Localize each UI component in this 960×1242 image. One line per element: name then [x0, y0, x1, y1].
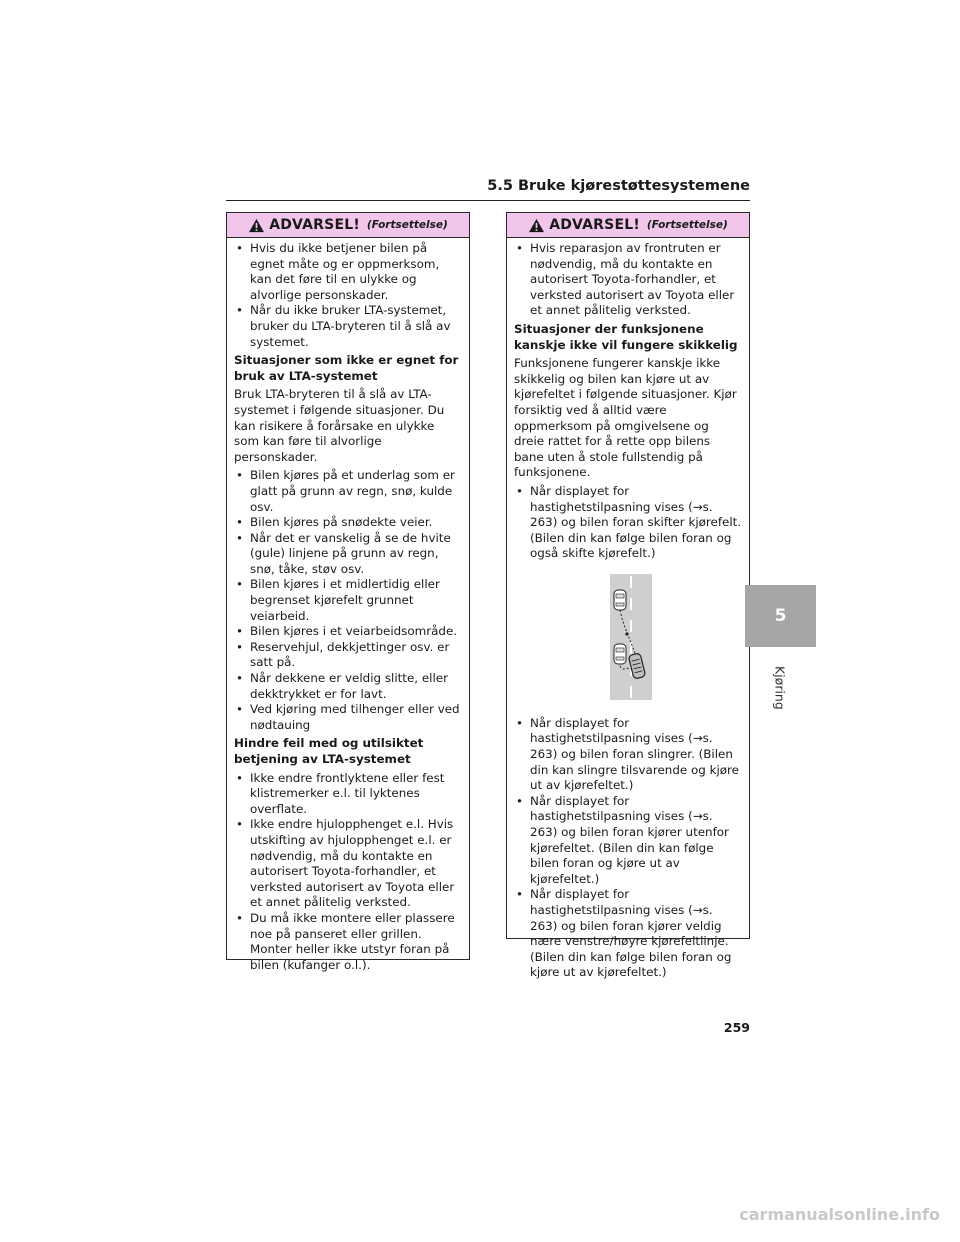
bullet-list [514, 716, 742, 981]
list-item: • Ved kjøring med tilhenger eller ved nødtauing [234, 702, 462, 733]
list-item: • Bilen kjøres på snødekte veier. [234, 515, 462, 531]
warning-continued: (Fortsettelse) [366, 219, 448, 231]
bullet-list [514, 484, 742, 562]
paragraph: Bruk LTA-bryteren til å slå av LTA-systemet i følgende situasjoner. Du kan risikere å forårsake en ulykke som kan føre til alvorlige personskader. [234, 387, 445, 464]
warning-triangle-icon [528, 218, 545, 233]
bullet-list [234, 771, 462, 974]
bullet-list [234, 241, 462, 350]
section-header: 5.5 Bruke kjørestøttesystemene [487, 178, 750, 194]
warning-content-right [507, 238, 749, 981]
list-item: • Reservehjul, dekkjettinger osv. er satt på. [234, 640, 462, 671]
page-number: 259 [723, 1020, 750, 1035]
warning-title: ADVARSEL! [269, 217, 360, 233]
section-heading: Hindre feil med og utilsiktet betjening av LTA-systemet [234, 736, 424, 766]
list-item: • Bilen kjøres i et veiarbeidsområde. [234, 624, 462, 640]
warning-triangle-icon [248, 218, 265, 233]
list-item: • Ikke endre hjulopphenget e.l. Hvis utskifting av hjulopphenget e.l. er nødvendig, må du kontakte en autorisert Toyota-forhandler, et verksted autorisert av Toyota eller et annet pålitelig verksted. [234, 817, 462, 911]
warning-continued: (Fortsettelse) [646, 219, 728, 231]
list-item: • Når displayet for hastighetstilpasning vises (→s. 263) og bilen foran kjører utenfor kjørefeltet. (Bilen din kan følge bilen foran og kjøre ut av kjørefeltet.) [514, 794, 742, 888]
list-item: • Ikke endre frontlyktene eller fest klistremerker e.l. til lyktenes overflate. [234, 771, 462, 818]
chapter-tab: 5 [745, 585, 816, 647]
list-item: • Når displayet for hastighetstilpasning vises (→s. 263) og bilen foran skifter kjørefelt. (Bilen din kan følge bilen foran og også skifte kjørefelt.) [514, 484, 742, 562]
header-rule [226, 200, 750, 201]
list-item: • Når dekkene er veldig slitte, eller dekktrykket er for lavt. [234, 671, 462, 702]
list-item: • Når displayet for hastighetstilpasning vises (→s. 263) og bilen foran kjører veldig nære venstre/høyre kjørefeltlinje. (Bilen din kan følge bilen foran og kjøre ut av kjørefeltet.) [514, 887, 742, 981]
warning-box-right [506, 212, 750, 980]
list-item: • Bilen kjøres på et underlag som er glatt på grunn av regn, snø, kulde osv. [234, 468, 462, 515]
lead-car-icon [614, 590, 626, 610]
list-item: • Hvis du ikke betjener bilen på egnet måte og er oppmerksom, kan det føre til en ulykke og alvorlige personskader. [234, 241, 462, 303]
warning-title: ADVARSEL! [549, 217, 640, 233]
list-item: • Du må ikke montere eller plassere noe på panseret eller grillen. Monter heller ikke utstyr foran på bilen (kufanger o.l.). [234, 911, 462, 973]
warning-box-left [226, 212, 470, 972]
warning-content-left [227, 238, 469, 973]
watermark: carmanualsonline.info [739, 1205, 940, 1224]
bullet-list [234, 468, 462, 733]
section-heading: Situasjoner som ikke er egnet for bruk av LTA-systemet [234, 353, 459, 383]
list-item: • Når displayet for hastighetstilpasning vises (→s. 263) og bilen foran slingrer. (Bilen din kan slingre tilsvarende og kjøre ut av kjørefeltet.) [514, 716, 742, 794]
list-item: • Når du ikke bruker LTA-systemet, bruker du LTA-bryteren til å slå av systemet. [234, 303, 462, 350]
warning-header-right [507, 213, 749, 238]
list-item: • Bilen kjøres i et midlertidig eller begrenset kjørefelt grunnet veiarbeid. [234, 577, 462, 624]
paragraph: Funksjonene fungerer kanskje ikke skikkelig og bilen kan kjøre ut av kjørefeltet i følgende situasjoner. Kjør forsiktig ved å alltid være oppmerksom på omgivelsene og dreie rattet for å rette opp bilens bane uten å stole fullstendig på funksjonene. [514, 356, 737, 480]
list-item: • Hvis reparasjon av frontruten er nødvendig, må du kontakte en autorisert Toyota-forhandler, et verksted autorisert av Toyota eller et annet pålitelig verksted. [514, 241, 742, 319]
list-item: • Når det er vanskelig å se de hvite (gule) linjene på grunn av regn, snø, tåke, støv osv. [234, 531, 462, 578]
warning-header-left [227, 213, 469, 238]
chapter-label: Kjøring [772, 666, 788, 710]
lane-change-illustration [610, 574, 652, 700]
bullet-list [514, 241, 742, 319]
section-heading: Situasjoner der funksjonene kanskje ikke vil fungere skikkelig [514, 321, 738, 352]
second-car-icon [614, 644, 626, 664]
